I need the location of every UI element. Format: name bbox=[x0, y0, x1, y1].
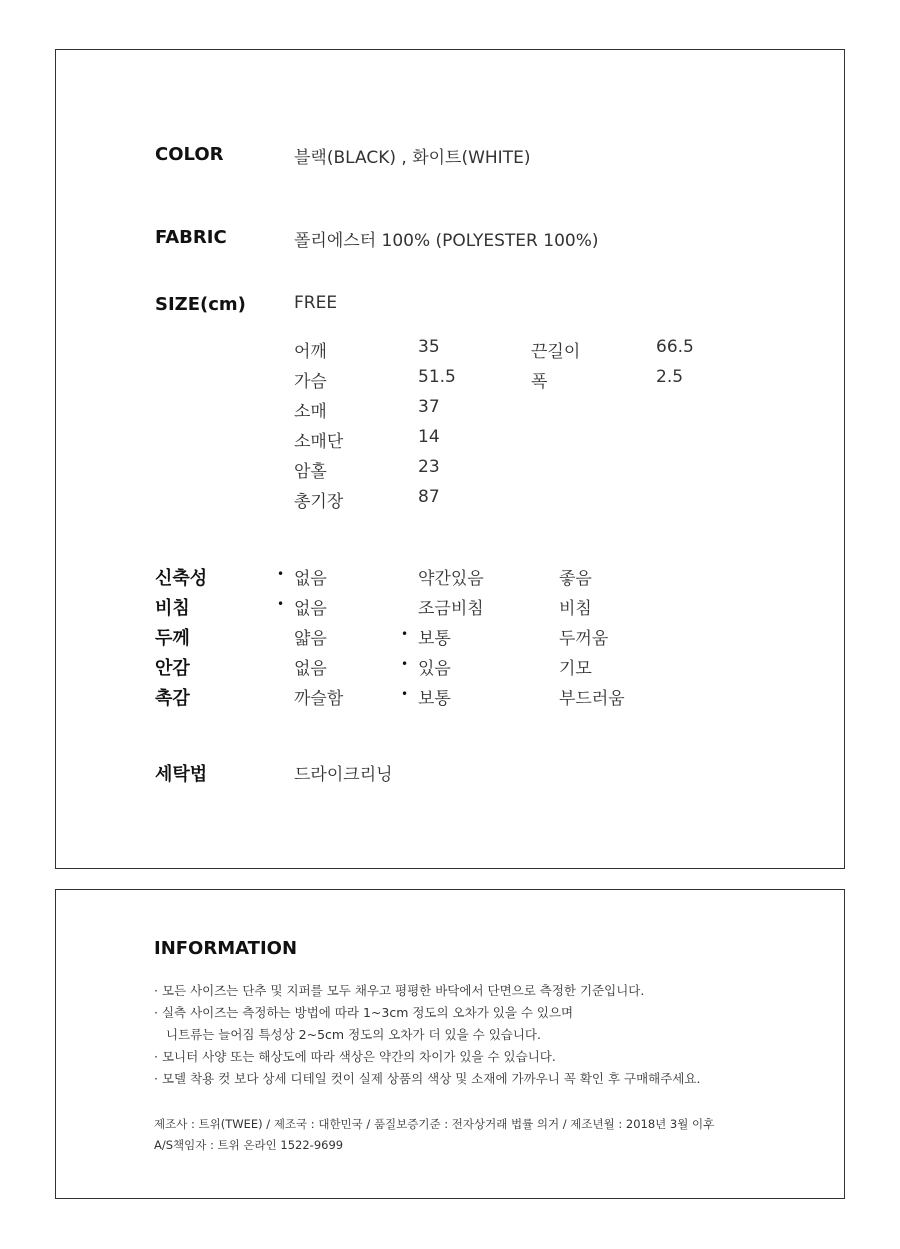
size-measure-value: 35 bbox=[418, 337, 440, 357]
manufacturer-info: 제조사 : 트위(TWEE) / 제조국 : 대한민국 / 품질보증기준 : 전자상거래 법률 의거 / 제조년월 : 2018년 3월 이후 bbox=[154, 1117, 715, 1131]
product-spec-panel bbox=[55, 49, 845, 869]
attribute-label: 촉감 bbox=[155, 688, 190, 709]
selected-bullet-icon: • bbox=[277, 567, 285, 581]
wash-label: 세탁법 bbox=[155, 764, 208, 785]
attribute-option: 없음 bbox=[294, 659, 327, 679]
attribute-option: 좋음 bbox=[559, 569, 592, 589]
info-line: · 모든 사이즈는 단추 및 지퍼를 모두 채우고 평평한 바닥에서 단면으로 측정한 기준입니다. bbox=[154, 983, 645, 998]
size-measure-value: 37 bbox=[418, 397, 440, 417]
attribute-label: 신축성 bbox=[155, 568, 208, 589]
selected-bullet-icon: • bbox=[277, 597, 285, 611]
size-measure-name: 소매 bbox=[294, 402, 327, 422]
size-measure-name: 총기장 bbox=[294, 492, 344, 512]
attribute-option: 부드러움 bbox=[559, 689, 625, 709]
info-line: · 모니터 사양 또는 해상도에 따라 색상은 약간의 차이가 있을 수 있습니다. bbox=[154, 1049, 556, 1064]
fabric-label: FABRIC bbox=[155, 227, 227, 248]
attribute-option: 얇음 bbox=[294, 629, 327, 649]
information-panel bbox=[55, 889, 845, 1199]
size-measure-name: 어깨 bbox=[294, 342, 327, 362]
attribute-label: 두께 bbox=[155, 628, 190, 649]
selected-bullet-icon: • bbox=[401, 627, 409, 641]
size-measure-name: 암홀 bbox=[294, 462, 327, 482]
size-measure-value: 87 bbox=[418, 487, 440, 507]
attribute-option-selected: 있음 bbox=[418, 659, 451, 679]
as-contact-info: A/S책임자 : 트위 온라인 1522-9699 bbox=[154, 1138, 344, 1152]
information-title: INFORMATION bbox=[154, 938, 298, 959]
info-line: · 실측 사이즈는 측정하는 방법에 따라 1~3cm 정도의 오차가 있을 수 있으며 bbox=[154, 1005, 574, 1020]
attribute-option-selected: 없음 bbox=[294, 569, 327, 589]
size-measure-value: 51.5 bbox=[418, 367, 456, 387]
attribute-option: 까슬함 bbox=[294, 689, 344, 709]
size-measure-name: 끈길이 bbox=[531, 342, 581, 362]
attribute-option: 조금비침 bbox=[418, 599, 484, 619]
attribute-option: 약간있음 bbox=[418, 569, 484, 589]
attribute-option-selected: 보통 bbox=[418, 689, 451, 709]
info-line: 니트류는 늘어짐 특성상 2~5cm 정도의 오차가 더 있을 수 있습니다. bbox=[166, 1027, 541, 1042]
attribute-label: 비침 bbox=[155, 598, 190, 619]
size-measure-name: 소매단 bbox=[294, 432, 344, 452]
color-label: COLOR bbox=[155, 144, 224, 165]
selected-bullet-icon: • bbox=[401, 687, 409, 701]
size-measure-value: 14 bbox=[418, 427, 440, 447]
size-label: SIZE(cm) bbox=[155, 294, 246, 315]
info-line: · 모델 착용 컷 보다 상세 디테일 컷이 실제 상품의 색상 및 소재에 가까우니 꼭 확인 후 구매해주세요. bbox=[154, 1071, 701, 1086]
size-value: FREE bbox=[294, 293, 338, 313]
size-measure-name: 폭 bbox=[531, 372, 548, 392]
size-measure-value: 23 bbox=[418, 457, 440, 477]
attribute-option: 비침 bbox=[559, 599, 592, 619]
fabric-value: 폴리에스터 100% (POLYESTER 100%) bbox=[294, 231, 599, 251]
size-measure-value: 66.5 bbox=[656, 337, 694, 357]
attribute-label: 안감 bbox=[155, 658, 190, 679]
size-measure-name: 가슴 bbox=[294, 372, 327, 392]
selected-bullet-icon: • bbox=[401, 657, 409, 671]
attribute-option: 기모 bbox=[559, 659, 592, 679]
size-measure-value: 2.5 bbox=[656, 367, 684, 387]
attribute-option-selected: 없음 bbox=[294, 599, 327, 619]
color-value: 블랙(BLACK) , 화이트(WHITE) bbox=[294, 148, 531, 168]
wash-value: 드라이크리닝 bbox=[294, 765, 393, 785]
attribute-option-selected: 보통 bbox=[418, 629, 451, 649]
attribute-option: 두꺼움 bbox=[559, 629, 609, 649]
